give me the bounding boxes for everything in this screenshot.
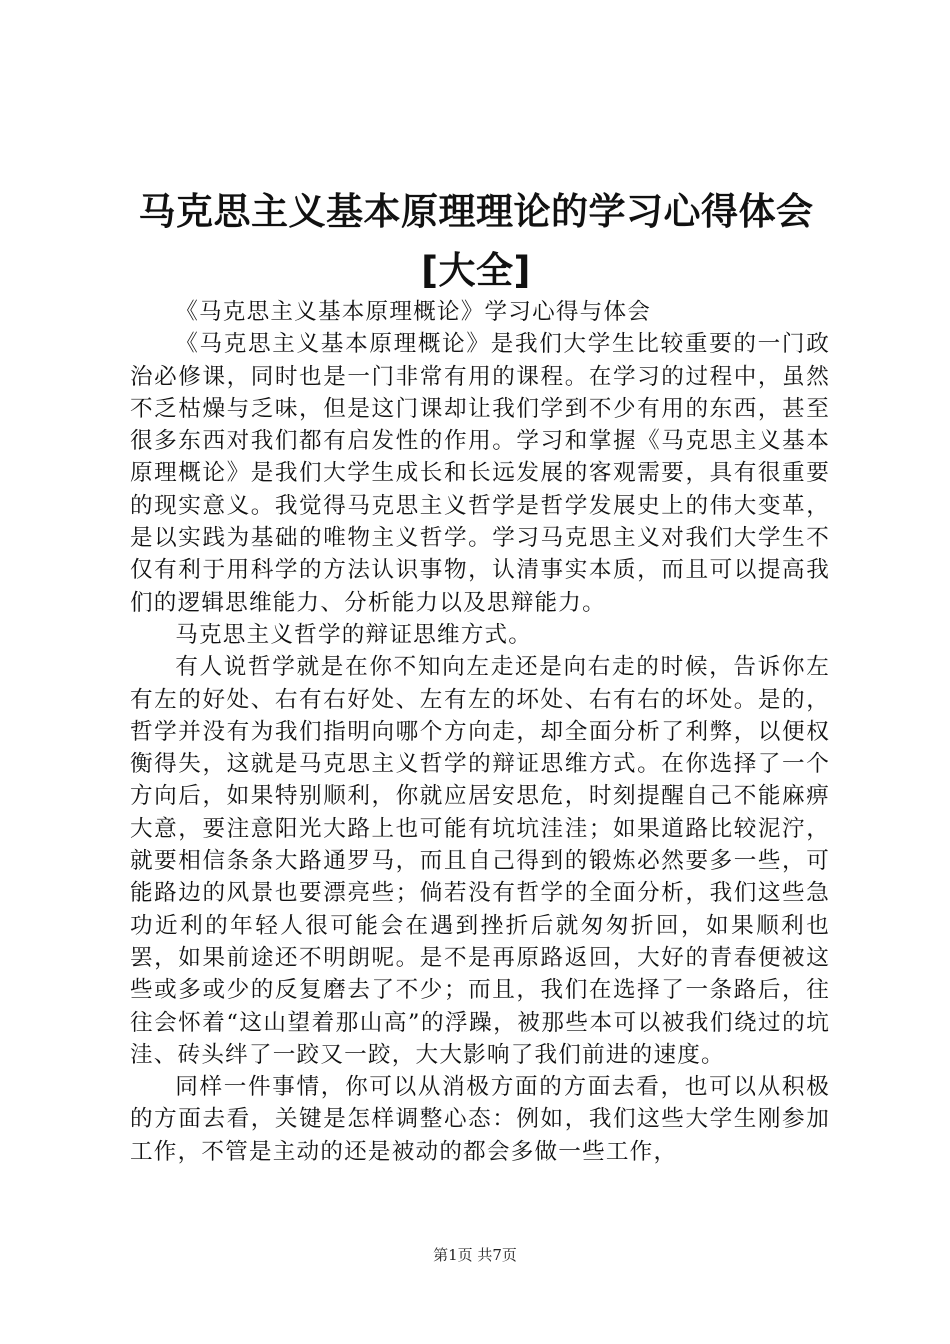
paragraph-dialectics: 有人说哲学就是在你不知向左走还是向右走的时候，告诉你左有左的好处、右有右好处、左有左的坏处、右有右的坏处。是的，哲学并没有为我们指明向哪个方向走，却全面分析了利弊，以便权衡得失，这就是马克思主义哲学的辩证思维方式。在你选择了一个方向后，如果特别顺利，你就应居安思危，时刻提醒自己不能麻痹大意，要注意阳光大路上也可能有坑坑洼洼；如果道路比较泥泞，就要相信条条大路通罗马，而且自己得到的锻炼必然要多一些，可能路边的风景也要漂亮些；倘若没有哲学的全面分析，我们这些急功近利的年轻人很可能会在遇到挫折后就匆匆折回，如果顺利也罢，如果前途还不明朗呢。是不是再原路返回，大好的青春便被这些或多或少的反复磨去了不少；而且，我们在选择了一条路后，往往会怀着“这山望着那山高”的浮躁，被那些本可以被我们绕过的坑洼、砖头绊了一跤又一跤，大大影响了我们前进的速度。 — [130, 654, 830, 1068]
page-title: 马克思主义基本原理理论的学习心得体会[大全] — [138, 190, 814, 292]
paragraph-subtitle: 《马克思主义基本原理概论》学习心得与体会 — [175, 299, 652, 325]
page-footer: 第1页 共7页 — [433, 1246, 517, 1264]
document-body — [130, 296, 830, 1168]
paragraph-attitude: 同样一件事情，你可以从消极方面的方面去看，也可以从积极的方面去看，关键是怎样调整心态：例如，我们这些大学生刚参加工作，不管是主动的还是被动的都会多做一些工作， — [130, 1074, 830, 1165]
paragraph-section-heading: 马克思主义哲学的辩证思维方式。 — [175, 621, 533, 648]
paragraph-intro: 《马克思主义基本原理概论》是我们大学生比较重要的一门政治必修课，同时也是一门非常有用的课程。在学习的过程中，虽然不乏枯燥与乏味，但是这门课却让我们学到不少有用的东西，甚至很多东西对我们都有启发性的作用。学习和掌握《马克思主义基本原理概论》是我们大学生成长和长远发展的客观需要，具有很重要的现实意义。我觉得马克思主义哲学是哲学发展史上的伟大变革，是以实践为基础的唯物主义哲学。学习马克思主义对我们大学生不仅有利于用科学的方法认识事物，认清事实本质，而且可以提高我们的逻辑思维能力、分析能力以及思辩能力。 — [130, 331, 830, 616]
